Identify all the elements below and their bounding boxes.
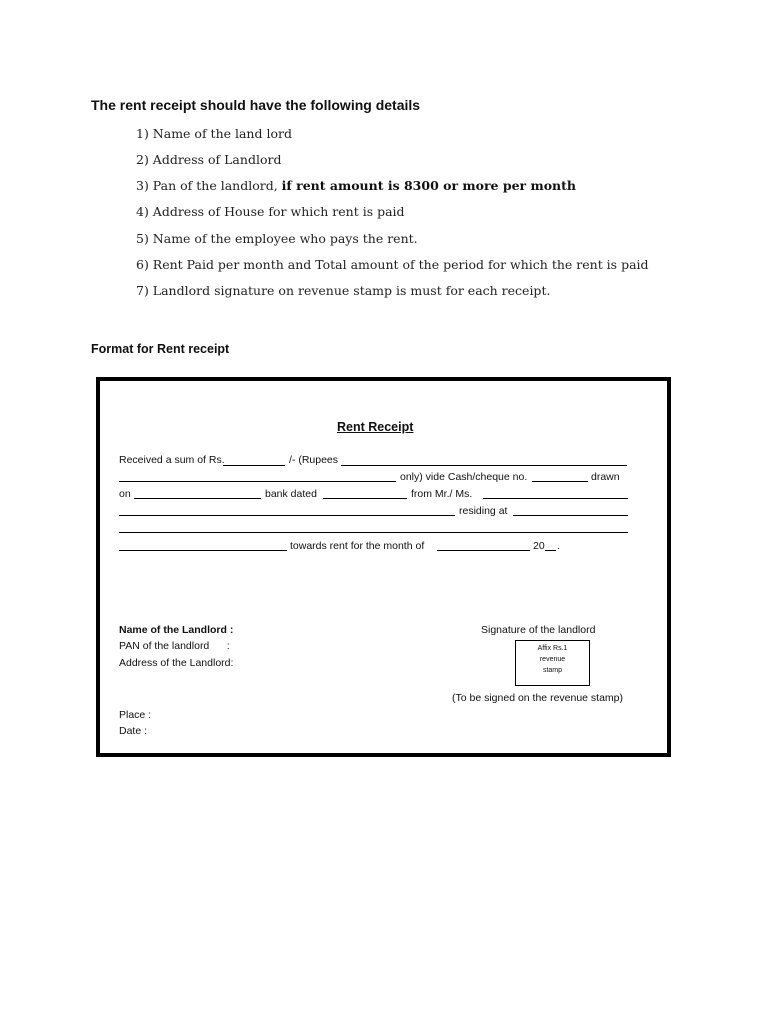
requirement-item: 2) Address of Landlord [136,152,282,167]
requirement-item: 7) Landlord signature on revenue stamp is must for each receipt. [136,283,551,298]
year-suffix: . [557,540,560,552]
tenant-name-blank [483,498,628,499]
landlord-name-label: Name of the Landlord : [119,624,234,636]
requirement-item: 6) Rent Paid per month and Total amount of the period for which the rent is paid [136,257,649,272]
requirement-item: 5) Name of the employee who pays the rent. [136,231,418,246]
place-label: Place : [119,709,152,721]
amount-words-blank [341,465,627,466]
page-heading: The rent receipt should have the following details [91,97,421,113]
on-label: on [119,488,131,500]
requirement-item: 4) Address of House for which rent is paid [136,204,405,219]
cheque-number-blank [532,481,588,482]
signature-label: Signature of the landlord [481,624,596,636]
rupees-label: /- (Rupees [289,454,339,466]
landlord-address-label: Address of the Landlord: [119,657,234,669]
date-blank [323,498,407,499]
year-prefix: 20 [533,540,545,552]
month-blank [437,550,530,551]
requirement-item: 1) Name of the land lord [136,126,292,141]
requirement-condition: if rent amount is 8300 or more per month [281,178,577,193]
revenue-stamp-text: Affix Rs.1 revenue stamp [537,645,568,674]
requirement-item: 3) Pan of the landlord, if rent amount is 8300 or more per month [136,178,577,193]
year-blank [545,550,556,551]
bank-name-blank [134,498,261,499]
date-label: Date : [119,725,148,737]
drawn-label: drawn [591,471,620,483]
towards-rent-label: towards rent for the month of [290,540,425,552]
bank-dated-label: bank dated [265,488,317,500]
residence-blank [513,515,628,516]
amount-blank [223,465,285,466]
received-label: Received a sum of Rs. [119,454,225,466]
receipt-title: Rent Receipt [337,420,414,434]
from-label: from Mr./ Ms. [411,488,473,500]
residence-blank-3 [119,550,287,551]
only-vide-label: only) vide Cash/cheque no. [400,471,528,483]
stamp-note: (To be signed on the revenue stamp) [452,692,624,704]
format-heading: Format for Rent receipt [91,342,230,356]
landlord-pan-label: PAN of the landlord : [119,640,230,652]
residing-at-label: residing at [459,505,508,517]
tenant-name-blank-2 [119,515,455,516]
residence-blank-2 [119,532,628,533]
amount-words-blank-2 [119,481,396,482]
